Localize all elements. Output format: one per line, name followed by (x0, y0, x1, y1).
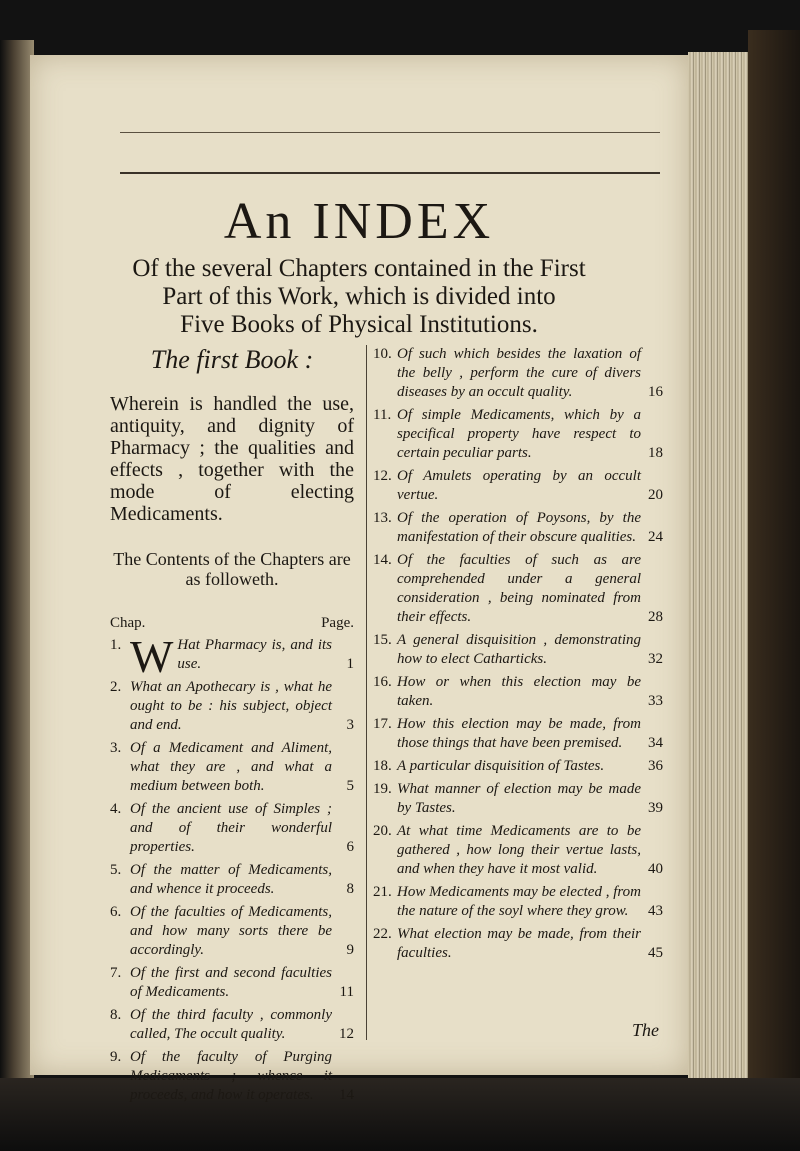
chapter-entry (373, 883, 663, 921)
chapter-page: 6 (346, 839, 354, 855)
chapter-number: 16. (373, 674, 392, 690)
chapter-title: A particular disquisition of Tastes. (397, 758, 605, 774)
chapter-page: 14 (339, 1087, 354, 1103)
chapter-page: 28 (648, 609, 663, 625)
chapter-number: 13. (373, 510, 392, 526)
book-title: The first Book : (150, 345, 314, 374)
chapter-number: 14. (373, 552, 392, 568)
chapter-title: What manner of election may be made by Tastes. (397, 781, 641, 816)
chapter-page: 20 (648, 487, 663, 503)
chap-header: Chap. (110, 615, 146, 631)
chapter-number: 8. (110, 1007, 122, 1023)
page-header: Page. (321, 615, 354, 631)
chapter-title: Of the faculties of Medicaments, and how many sorts there be accordingly. (130, 904, 332, 958)
chapter-entry (373, 551, 663, 627)
chapter-title: How or when this election may be taken. (397, 674, 641, 709)
chapter-entry (373, 822, 663, 879)
chapter-page: 36 (648, 758, 663, 774)
subtitle-line: Part of this Work, which is divided into (162, 283, 556, 310)
chapter-entry (373, 467, 663, 505)
chapter-entry (373, 406, 663, 463)
book-spine-edge (0, 40, 34, 1080)
left-column (110, 345, 354, 1109)
chapter-title: Of the ancient use of Simples ; and of their wonderful properties. (130, 801, 332, 855)
chapter-title: Of a Medicament and Aliment, what they are , and what a medium between both. (130, 740, 332, 794)
column-header (110, 615, 354, 632)
chapter-entry (373, 345, 663, 402)
chapter-number: 20. (373, 823, 392, 839)
top-rule (120, 132, 660, 133)
chapter-number: 19. (373, 781, 392, 797)
page-title: An INDEX (223, 193, 495, 250)
chapter-page: 9 (346, 942, 354, 958)
chapter-page: 39 (648, 800, 663, 816)
chapter-title: Of the faculties of such as are comprehended under a general consideration , being nominated from their effects. (397, 552, 641, 625)
book-page (30, 55, 688, 1103)
chapter-entry (110, 861, 354, 899)
chapter-list-left (110, 631, 354, 1105)
chapter-page: 16 (648, 384, 663, 400)
chapter-page: 43 (648, 903, 663, 919)
chapter-number: 2. (110, 679, 122, 695)
chapter-title: Of the matter of Medicaments, and whence it proceeds. (130, 862, 332, 897)
chapter-entry (373, 509, 663, 547)
chapter-page: 5 (346, 778, 354, 794)
chapter-page: 34 (648, 735, 663, 751)
chapter-title: Of the third faculty , commonly called, The occult quality. (130, 1007, 332, 1042)
chapter-page: 18 (648, 445, 663, 461)
chapter-title: What an Apothecary is , what he ought to be : his subject, object and end. (130, 679, 332, 733)
chapter-title: At what time Medicaments are to be gathered , how long their vertue lasts, and when they have it most valid. (397, 823, 641, 877)
chapter-number: 18. (373, 758, 392, 774)
chapter-page: 1 (346, 656, 354, 672)
chapter-title: Of Amulets operating by an occult vertue. (397, 468, 641, 503)
chapter-page: 45 (648, 945, 663, 961)
chapter-entry (373, 925, 663, 963)
book-cover (748, 30, 800, 1151)
chapter-number: 11. (373, 407, 392, 423)
drop-cap: W (130, 631, 174, 682)
page-subtitle (30, 255, 688, 339)
subtitle-line: Five Books of Physical Institutions. (180, 311, 538, 338)
chapter-number: 10. (373, 346, 392, 362)
chapter-number: 5. (110, 862, 122, 878)
chapter-title: Of such which besides the laxation of the belly , perform the cure of divers diseases by an occult quality. (397, 346, 641, 400)
chapter-entry (110, 631, 354, 682)
page-stack-edge (688, 52, 748, 1087)
chapter-title: How this election may be made, from those things that have been premised. (397, 716, 641, 751)
chapter-page: 24 (648, 529, 663, 545)
chapter-entry (110, 903, 354, 960)
chapter-number: 3. (110, 740, 122, 756)
chapter-entry (110, 1006, 354, 1044)
right-column (366, 345, 663, 1040)
chapter-title: What election may be made, from their faculties. (397, 926, 641, 961)
chapter-number: 7. (110, 965, 122, 981)
chapter-page: 8 (346, 881, 354, 897)
chapter-number: 6. (110, 904, 122, 920)
chapter-title: A general disquisition , demonstrating how to elect Catharticks. (397, 632, 641, 667)
catchword: The (632, 1020, 659, 1040)
contents-intro: The Contents of the Chapters are as followeth. (113, 549, 351, 589)
chapter-entry (373, 780, 663, 818)
chapter-number: 17. (373, 716, 392, 732)
chapter-title: Of simple Medicaments, which by a specifical property have respect to certain peculiar parts. (397, 407, 641, 461)
chapter-title: Of the first and second faculties of Medicaments. (130, 965, 332, 1000)
chapter-entry (373, 757, 663, 776)
chapter-page: 3 (346, 717, 354, 733)
chapter-number: 1. (110, 637, 122, 653)
chapter-title: How Medicaments may be elected , from the nature of the soyl where they grow. (397, 884, 641, 919)
chapter-entry (373, 673, 663, 711)
chapter-number: 4. (110, 801, 122, 817)
chapter-number: 21. (373, 884, 392, 900)
chapter-entry (110, 739, 354, 796)
subtitle-line: Of the several Chapters contained in the First (132, 255, 586, 282)
chapter-title: Hat Pharmacy is, and its use. (177, 637, 332, 672)
chapter-entry (110, 964, 354, 1002)
chapter-title: Of the operation of Poysons, by the manifestation of their obscure qualities. (397, 510, 641, 545)
chapter-entry (110, 1048, 354, 1105)
chapter-page: 32 (648, 651, 663, 667)
chapter-entry (373, 715, 663, 753)
chapter-page: 33 (648, 693, 663, 709)
chapter-entry (373, 631, 663, 669)
top-rule-thick (120, 172, 660, 174)
chapter-title: Of the faculty of Purging Medicaments ; whence it proceeds, and how it operates. (130, 1049, 332, 1103)
chapter-page: 11 (339, 984, 354, 1000)
chapter-entry (110, 800, 354, 857)
chapter-number: 9. (110, 1049, 122, 1065)
book-description: Wherein is handled the use, antiquity, and dignity of Pharmacy ; the qualities and effects , together with the mode of electing Medicaments. (110, 393, 354, 525)
chapter-number: 22. (373, 926, 392, 942)
chapter-page: 40 (648, 861, 663, 877)
chapter-page: 12 (339, 1026, 354, 1042)
chapter-number: 15. (373, 632, 392, 648)
chapter-entry (110, 678, 354, 735)
chapter-list-right (373, 345, 663, 963)
chapter-number: 12. (373, 468, 392, 484)
